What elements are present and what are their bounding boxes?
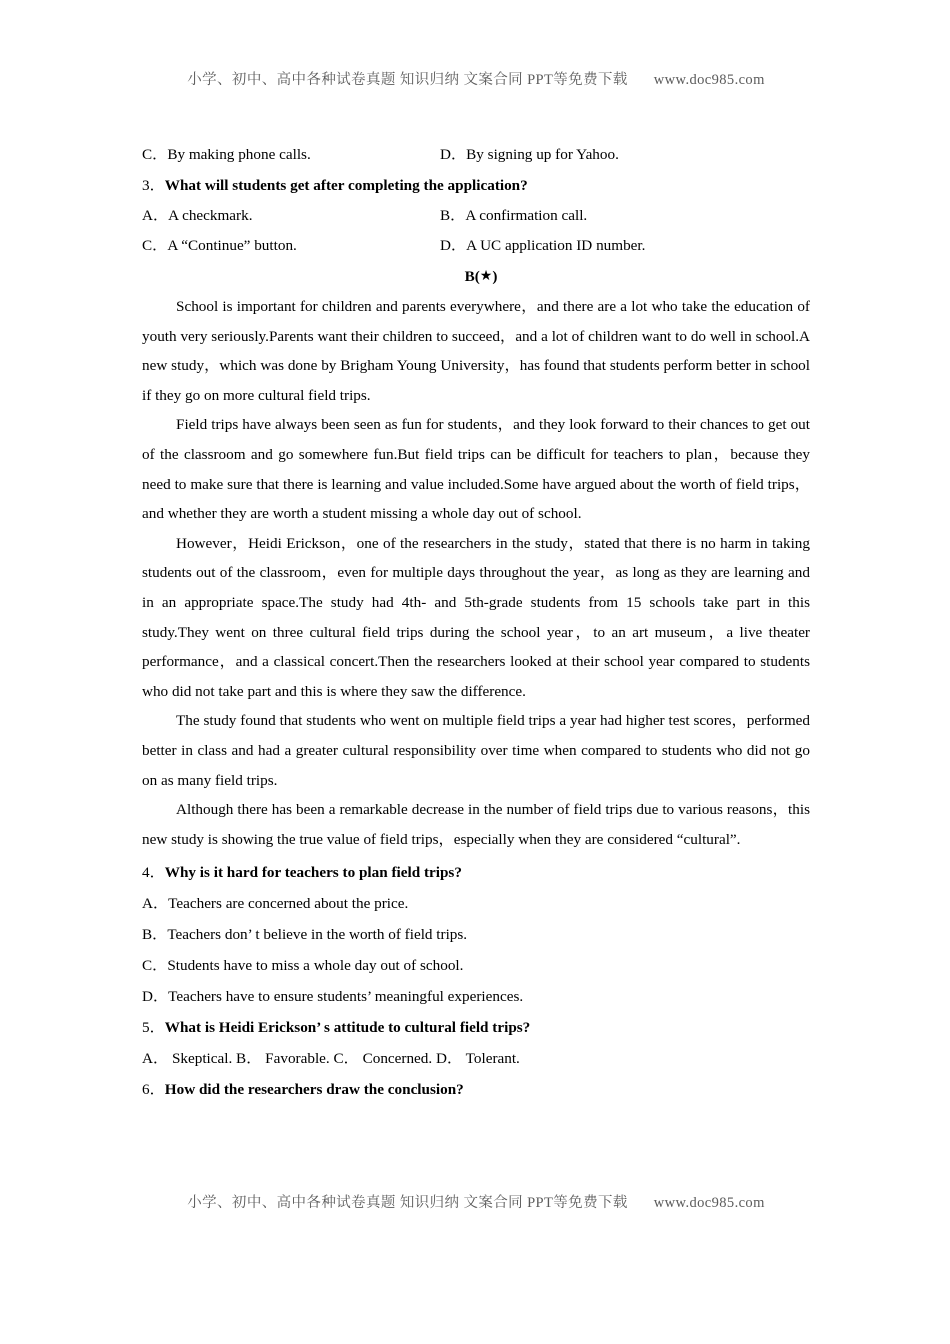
option-d-label: D．	[440, 146, 467, 163]
question-3-stem	[142, 170, 810, 201]
footer-watermark-url: www.doc985.com	[653, 1195, 765, 1211]
question-3-option-b	[440, 201, 810, 231]
question-4-option-a-text: Teachers are concerned about the price.	[168, 895, 409, 913]
question-4-option-c	[142, 950, 810, 981]
question-6-number: 6．	[142, 1081, 165, 1099]
question-6-stem	[142, 1074, 810, 1105]
passage-paragraph-4: The study found that students who went on multiple field trips a year had higher test scores，performed better in class and had a greater cultural responsibility over time when compared to students who did not go on as many field trips.	[142, 712, 810, 789]
question-4-option-a-label: A．	[142, 895, 169, 913]
question-4-text: Why is it hard for teachers to plan field trips?	[164, 864, 462, 882]
header-watermark	[142, 68, 810, 89]
footer-watermark	[142, 1191, 810, 1212]
question-3-options-cd	[142, 231, 810, 261]
question-3-option-d-text: A UC application ID number.	[466, 237, 646, 254]
passage-paragraph-2: Field trips have always been seen as fun for students，and they look forward to their chances to get out of the classroom and go somewhere fun.But field trips can be difficult for teachers to plan，because they need to make sure that there is learning and value included.Some have argued about the worth of field trips，and whether they are worth a student missing a whole day out of school.	[142, 416, 810, 523]
header-watermark-text: 小学、初中、高中各种试卷真题 知识归纳 文案合同 PPT等免费下载	[187, 72, 628, 88]
question-6-text: How did the researchers draw the conclusion?	[164, 1081, 464, 1099]
question-5-options-inline: A． Skeptical. B． Favorable. C． Concerned. D． Tolerant.	[142, 1050, 520, 1068]
question-3-text: What will students get after completing the application?	[164, 177, 528, 194]
question-3-option-d	[440, 231, 810, 261]
question-4-option-b	[142, 919, 810, 950]
question-4-option-c-label: C．	[142, 957, 168, 975]
question-4-option-d-label: D．	[142, 988, 169, 1006]
option-c-text: By making phone calls.	[167, 146, 311, 163]
question-4-option-b-label: B．	[142, 926, 168, 944]
header-watermark-url: www.doc985.com	[653, 72, 765, 88]
option-row-cd-carryover	[142, 140, 810, 170]
question-4-option-d-text: Teachers have to ensure students’ meaningful experiences.	[168, 988, 524, 1006]
question-3-option-d-label: D．	[440, 237, 467, 254]
option-d-carryover	[440, 140, 810, 170]
option-d-text: By signing up for Yahoo.	[466, 146, 619, 163]
option-c-label: C．	[142, 146, 168, 163]
question-3-option-a-text: A checkmark.	[168, 207, 253, 224]
question-4-option-a	[142, 888, 810, 919]
question-3-option-a-label: A．	[142, 207, 169, 224]
question-5-number: 5．	[142, 1019, 165, 1037]
question-3-option-b-label: B．	[440, 207, 466, 224]
footer-watermark-text: 小学、初中、高中各种试卷真题 知识归纳 文案合同 PPT等免费下载	[187, 1195, 628, 1211]
question-5-stem	[142, 1012, 810, 1043]
section-marker-suffix: )	[492, 268, 498, 285]
question-4-number: 4．	[142, 864, 165, 882]
section-marker-b	[142, 261, 810, 292]
passage-paragraph-1: School is important for children and parents everywhere，and there are a lot who take the education of youth very seriously.Parents want their children to succeed，and a lot of children want to do well in school.A new study，which was done by Brigham Young University，has found that students perform better in school if they go on more cultural field trips.	[142, 298, 810, 404]
question-3-option-b-text: A confirmation call.	[465, 207, 588, 224]
question-4-option-b-text: Teachers don’ t believe in the worth of field trips.	[167, 926, 468, 944]
star-icon: ★	[479, 268, 493, 284]
section-marker-prefix: B(	[464, 268, 480, 285]
question-4-option-d	[142, 981, 810, 1012]
question-5-text: What is Heidi Erickson’ s attitude to cultural field trips?	[164, 1019, 531, 1037]
question-4-stem	[142, 857, 810, 888]
page-content	[142, 140, 810, 1105]
question-3-option-c	[142, 231, 440, 261]
question-3-options-ab	[142, 201, 810, 231]
question-3-option-a	[142, 201, 440, 231]
passage-paragraph-5: Although there has been a remarkable decrease in the number of field trips due to various reasons，this new study is showing the true value of field trips，especially when they are considered “cultural”.	[142, 801, 810, 848]
question-3-option-c-label: C．	[142, 237, 168, 254]
passage-paragraph-3: However，Heidi Erickson，one of the researchers in the study，stated that there is no harm in taking students out of the classroom，even for multiple days throughout the year，as long as they are learning and in an appropriate space.The study had 4th- and 5th-grade students from 15 schools take part in this study.They went on three cultural field trips during the school year，to an art museum，a live theater performance，and a classical concert.Then the researchers looked at their school year compared to students who did not take part and this is where they saw the difference.	[142, 534, 810, 700]
question-4-option-c-text: Students have to miss a whole day out of school.	[167, 957, 464, 975]
question-3-number: 3．	[142, 177, 165, 194]
question-3-option-c-text: A “Continue” button.	[167, 237, 297, 254]
option-c-carryover	[142, 140, 440, 170]
